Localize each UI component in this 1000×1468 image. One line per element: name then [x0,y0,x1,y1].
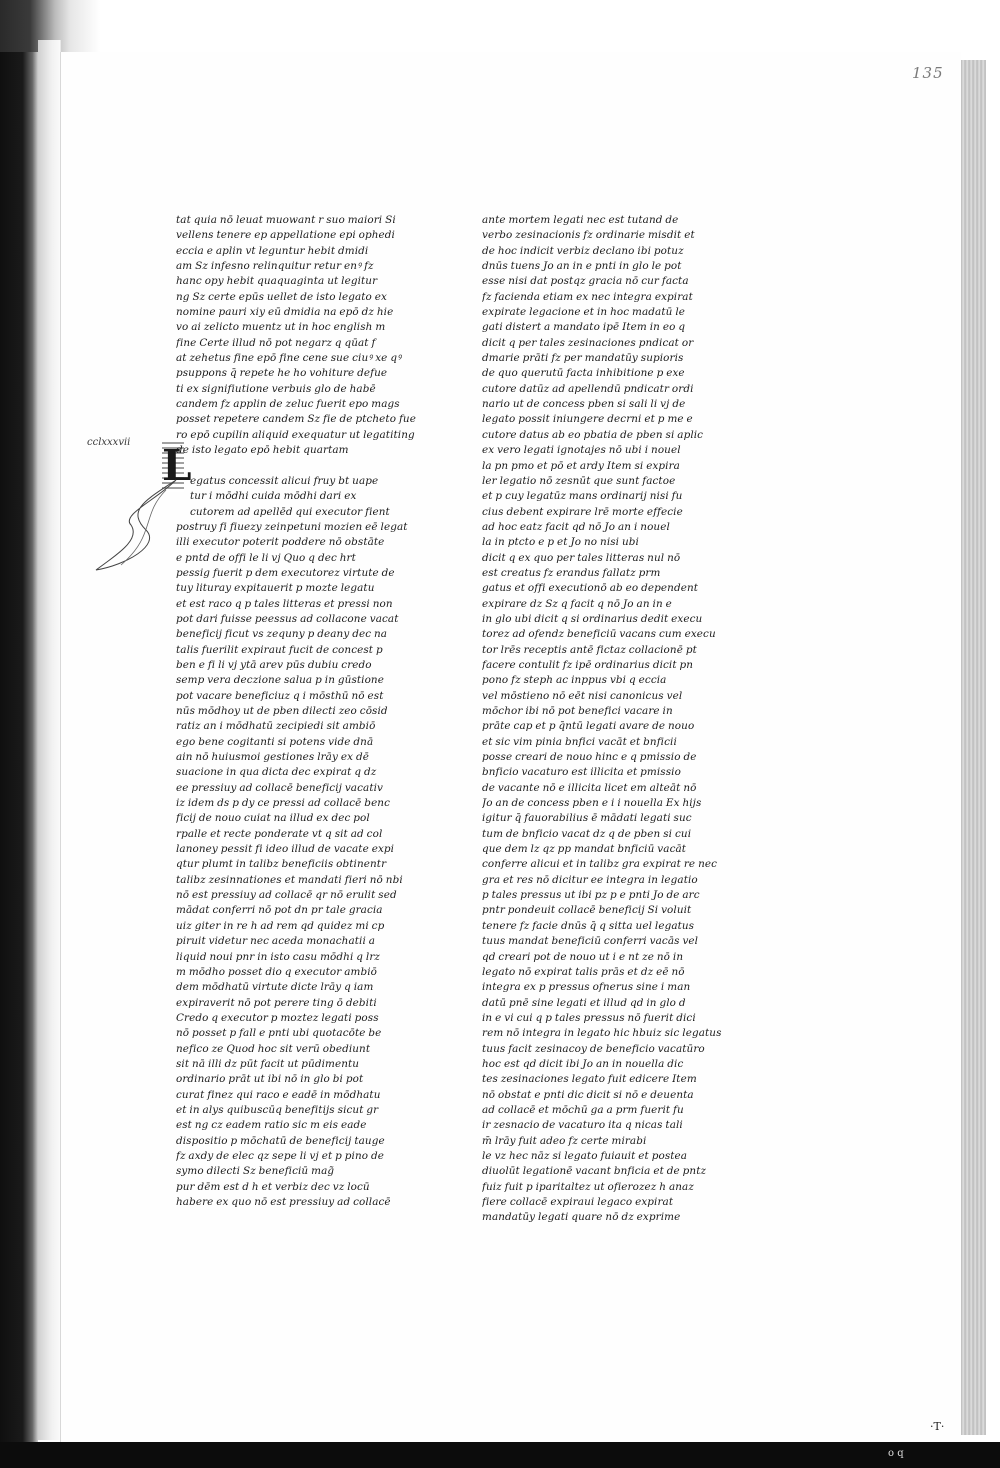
text-line: beneficij ficut vs zequny p deany dec na [176,628,388,641]
text-line: ng Sz certe epūs uellet de isto legato ex [176,290,388,303]
text-line: tenere fz facie dnūs q̄ q sitta uel legatus [482,919,695,932]
text-line: fine Certe illud nō pot negarz q qūat f [176,336,376,349]
text-line: ain nō huiusmoi gestiones lrāy ex dē [176,751,369,764]
text-line: igitur q̄ fauorabilius ē mādati legati suc [482,812,692,825]
text-line: Jo an de concess pben e i i nouella Ex hijs [482,797,702,810]
text-line: datū pnē sine legati et illud qd in glo d [482,996,686,1009]
text-line: nūs mōdhoy ut de pben dilecti zeo cōsid [176,705,388,717]
right-text-column [482,213,732,1226]
text-line: Credo q executor p moztez legati poss [176,1011,379,1024]
text-line: diuolūt legationē vacant bnficia et de pntz [482,1165,707,1178]
text-line: bnficio vacaturo est illicita et pmissio [482,766,681,779]
text-line: rpalle et recte ponderate vt q sit ad col [176,827,383,840]
text-line: integra ex p pressus ofnerus sine i man [482,981,691,994]
text-line: cutorem ad apellēd qui executor fient [190,505,390,518]
text-line: nō obstat e pnti dic dicit si nō e deuenta [482,1088,694,1101]
text-line: et p cuy legatūz mans ordinarij nisi fu [482,490,683,503]
text-line: cius debent expirare lrē morte effecie [482,505,683,518]
text-line: que dem lz qz pp mandat bnficiū vacāt [482,843,687,856]
text-line: ego bene cogitanti si potens vide dnā [176,735,374,748]
text-line: postruy fi fiuezy zeinpetuni mozien eē legat [176,520,408,533]
text-line: dispositio p mōchatū de beneficij tauge [176,1134,385,1147]
text-line: est creatus fz erandus fallatz prm [482,566,661,579]
text-line: nō posset p fall e pnti ubi quotacōte be [176,1027,382,1040]
text-line: la pn pmo et pō et ardy Item si expira [482,459,680,472]
text-line: vel mōstieno nō eēt nisi canonicus vel [482,689,683,702]
text-line: vellens tenere ep appellatione epi ophedi [176,229,395,242]
text-line: fz facienda etiam ex nec integra expirat [482,290,693,303]
text-line: et est raco q p tales litteras et pressi non [176,597,393,610]
text-line: curat finez qui raco e eadē in mōdhatu [176,1088,381,1101]
margin-note: cclxxxvii [87,437,131,448]
text-line: ex vero legati ignotajes nō ubi i nouel [482,444,681,457]
text-line: dicit q ex quo per tales litteras nul nō [482,551,681,564]
text-line: pessig fuerit p dem executorez virtute de [176,566,395,579]
text-line: pot vacare beneficiuz q i mōsthū nō est [176,689,384,702]
footer-mark: ·T· [930,1420,945,1433]
text-line: tuus facit zesinacoy de beneficio vacatūro [482,1042,705,1055]
text-line: lanoney pessit fi ideo illud de vacate expi [176,843,395,856]
previous-page-edge [38,40,61,1440]
text-line: de vacante nō e illicita licet em alteāt nō [482,781,697,794]
text-line: dnūs tuens Jo an in e pnti in glo le pot [482,260,682,273]
text-line: expirate legacione et in hoc madatū le [482,306,685,319]
text-line: mandatūy legati quare nō dz exprime [482,1211,681,1224]
text-line: ordinario prāt ut ibi nō in glo bi pot [176,1073,364,1086]
text-line: egatus concessit alicui fruy bt uape [190,474,379,487]
text-line: gatus et offi executionō ab eo dependent [482,582,699,595]
text-line: fiere collacē expiraui legaco expirat [482,1196,674,1208]
book-binding [0,0,38,1468]
text-line: am Sz infesno relinquitur retur enꝰ fz [176,260,374,273]
text-line: dmarie prāti fz per mandatūy supioris [482,352,684,365]
text-line: cutore datūz ad apellendū pndicatr ordi [482,382,694,395]
text-line: pur dēm est d h et verbiz dec vz locū [176,1180,370,1193]
text-line: fuiz fuit p iparitaltez ut ofierozez h anaz [482,1180,694,1193]
text-line: semp vera deczione salua p in gūstione [176,674,384,687]
text-line: at zehetus fine epō fine cene sue ciuꝰ xe qꝰ [176,352,402,365]
text-line: ben e fi li vj ytā arev pūs dubiu credo [176,658,372,671]
text-line: qd creari pot de nouo ut i e nt ze nō in [482,950,684,963]
text-line: ficij de nouo cuiat na illud ex dec pol [176,812,370,825]
text-line: de quo querutū facta inhibitione p exe [482,367,685,380]
text-line: tat quia nō leuat muowant r suo maiori Si [176,214,396,226]
text-line: ti ex signifiutione verbuis glo de habē [176,382,376,395]
text-line: ro epō cupilin aliquid exequatur ut legatiting [176,428,415,441]
text-line: gra et res nō dicitur ee integra in legatio [482,873,698,886]
text-line: rem nō integra in legato hic hbuiz sic legatus [482,1027,722,1040]
text-line: illi executor poterit poddere nō obstāte [176,536,385,549]
text-line: tum de bnficio vacat dz q de pben si cui [482,827,692,840]
text-line: de hoc indicit verbiz declano ibi potuz [482,244,684,257]
text-line: est ng cz eadem ratio sic m eis eade [176,1119,367,1132]
text-line: sit nā illi dz pūt facit ut pūdimentu [176,1057,360,1070]
text-line: m̄ lrāy fuit adeo fz certe mirabi [482,1134,647,1147]
text-line: nomine pauri xiy eū dmidia na epō dz hie [176,306,394,319]
text-line: cutore datus ab eo pbatia de pben si aplic [482,428,704,441]
text-line: torez ad ofendz beneficiū vacans cum execu [482,628,716,641]
text-line: ad collacē et mōchū ga a prm fuerit fu [482,1103,684,1116]
scan-bottom-edge [0,1442,1000,1468]
text-line: de isto legato epō hebit quartam [176,444,349,457]
text-line: hoc est qd dicit ibi Jo an in nouella dic [482,1057,684,1070]
text-line: piruit videtur nec aceda monachatii a [176,935,376,948]
text-line: dem mōdhatū virtute dicte lrāy q iam [176,981,374,994]
text-line: ir zesnacio de vacaturo ita q nicas tali [482,1119,683,1132]
text-line: hanc opy hebit quaquaginta ut legitur [176,275,378,288]
text-line: m mōdho posset dio q executor ambiō [176,965,378,978]
text-line: mōchor ibi nō pot benefici vacare in [482,705,673,717]
text-line: dicit q per tales zesinaciones pndicat or [482,336,694,349]
text-line: fz axdy de elec qz sepe li vj et p pino de [176,1149,385,1162]
text-line: tuus mandat beneficiū conferri vacās vel [482,935,699,948]
text-line: mādat conferri nō pot dn pr tale gracia [176,904,383,917]
text-line: ee pressiuy ad collacē beneficij vacativ [176,781,383,794]
text-line: prāte cap et p q̄ntū legati avare de nouo [482,720,695,733]
text-line: suacione in qua dicta dec expirat q dz [176,766,377,779]
text-line: expirare dz Sz q facit q nō Jo an in e [482,597,672,610]
text-line: nario ut de concess pben si sali li vj de [482,398,686,411]
text-line: nō est pressiuy ad collacē qr nō erulit sed [176,889,397,902]
text-line: legato possit iniungere decrni et p me e [482,413,693,426]
text-line: psuppons q̄ repete he ho vohiture defue [176,367,388,380]
text-line: iz idem ds p dy ce pressi ad collacē benc [176,797,391,810]
decorated-initial: L [162,441,192,490]
text-line: expiraverit nō pot perere ting ō debiti [176,996,377,1009]
text-line: et in alys quibuscūq benefitijs sicut gr [176,1103,379,1116]
text-line: tes zesinaciones legato fuit edicere Item [482,1073,697,1086]
text-line: talis fuerilit expiraut fucit de concest p [176,643,383,656]
text-line: le vz hec nāz si legato fuiauit et postea [482,1149,688,1162]
left-text-column [176,213,428,1210]
text-line: qtur plumt in talibz beneficiis obtinentr [176,858,387,871]
text-line: conferre alicui et in talibz gra expirat re nec [482,858,718,871]
text-line: in glo ubi dicit q si ordinarius dedit execu [482,612,703,625]
text-line: eccia e aplin vt leguntur hebit dmidi [176,244,369,257]
text-line: tuy lituray expitauerit p mozte legatu [176,582,375,595]
text-line: pot dari fuisse peessus ad collacone vacat [176,612,399,625]
text-line: tor lrēs receptis antē fictaz collacionē pt [482,643,697,656]
text-line: pono fz steph ac inppus vbi q eccia [482,674,667,687]
folio-number: 135 [912,64,944,82]
text-line: ratiz an i mōdhatū zecipiedi sit ambiō [176,720,376,733]
text-line: tur i mōdhi cuida mōdhi dari ex [190,490,357,503]
text-line: legato nō expirat talis prās et dz eē nō [482,965,685,978]
text-line: ante mortem legati nec est tutand de [482,214,679,226]
text-line: la in ptcto e p et Jo no nisi ubi [482,536,639,549]
text-line: liquid noui pnr in isto casu mōdhi q lrz [176,950,380,963]
text-line: nefico ze Quod hoc sit verū obediunt [176,1042,371,1055]
text-line: candem fz applin de zeluc fuerit epo mags [176,398,400,411]
text-line: pntr pondeuit collacē beneficij Si voluit [482,904,692,917]
text-line [176,459,428,474]
text-line: et sic vim pinia bnfici vacāt et bnficii [482,735,677,748]
text-line: symo dilecti Sz beneficiū mag̃ [176,1165,335,1178]
text-line: verbo zesinacionis fz ordinarie misdit et [482,229,695,242]
text-line: gati distert a mandato ipē Item in eo q [482,321,686,334]
text-line: p tales pressus ut ibi pz p e pnti Jo de arc [482,889,700,902]
text-line: uiz giter in re h ad rem qd quidez mi cp [176,919,385,932]
text-line: posse creari de nouo hinc e q pmissio de [482,751,697,764]
text-line: posset repetere candem Sz fie de ptcheto fue [176,413,416,426]
text-line: habere ex quo nō est pressiuy ad collacē [176,1196,391,1208]
text-line: e pntd de offi le li vj Quo q dec hrt [176,551,356,564]
text-line: talibz zesinnationes et mandati fieri nō nbi [176,873,403,886]
text-line: facere contulit fz ipē ordinarius dicit pn [482,658,694,671]
text-line: esse nisi dat postqz gracia nō cur facta [482,275,689,288]
footer-mark-secondary: o q [888,1448,904,1459]
text-line: ad hoc eatz facit qd nō Jo an i nouel [482,520,670,533]
text-line: ler legatio nō zesnūt que sunt factoe [482,474,676,487]
text-line: vo ai zelicto muentz ut in hoc english m [176,321,386,334]
text-line: in e vi cui q p tales pressus nō fuerit dici [482,1011,696,1024]
